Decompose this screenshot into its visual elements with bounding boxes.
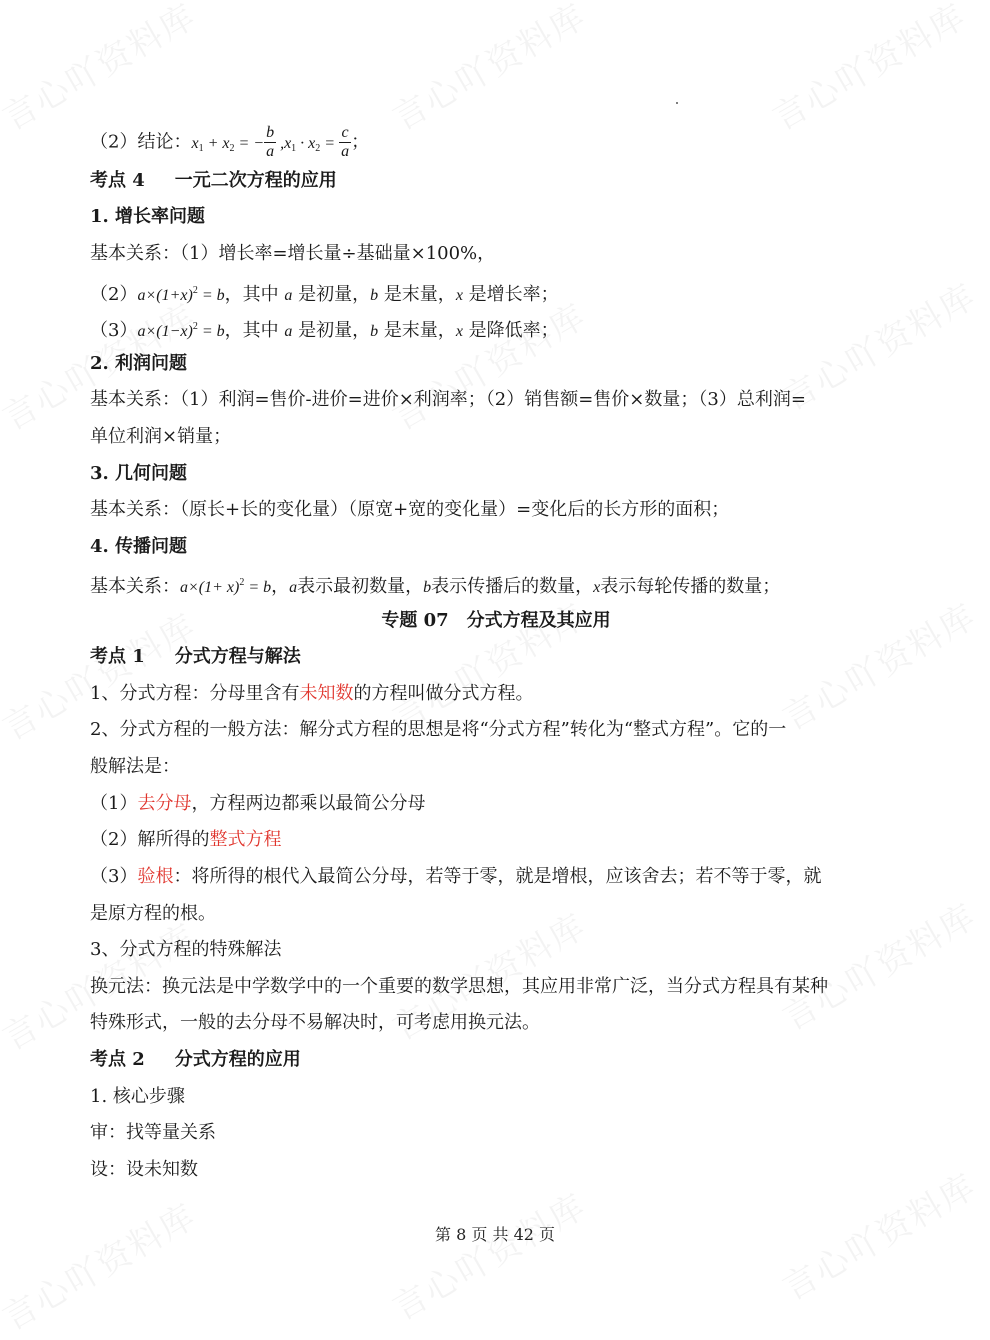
fraction-b-over-a: $\frac{b}{a}$ <box>266 124 275 160</box>
total-pages: 42 <box>513 1225 534 1244</box>
section-heading-kaodian4: 考点 4 一元二次方程的应用 <box>90 170 337 191</box>
page-footer: 第 8 页 共 42 页 <box>434 1225 556 1244</box>
profit-relation-2: 单位利润×销量； <box>90 426 232 447</box>
geometry-relation: 基本关系：（原长+长的变化量）（原宽+宽的变化量）=变化后的长方形的面积； <box>90 499 730 520</box>
substitution-method-2: 特殊形式，一般的去分母不易解决时，可考虑用换元法。 <box>90 1012 540 1033</box>
step-solve-polynomial: （2）解所得的整式方程 <box>90 829 282 850</box>
spread-relation: 基本关系：$a\times(1+ x)^2 = b$，a表示最初数量，b表示传播后的数量，x表示每轮传播的数量； <box>90 576 781 597</box>
watermark <box>382 289 594 439</box>
core-step-set: 设：设未知数 <box>90 1159 198 1180</box>
watermark <box>382 1179 594 1329</box>
decline-formula: $(3)a\times(1-x)^2 = b$，其中 a 是初量，b 是末量，x 是降低率； <box>90 320 559 341</box>
core-step-review: 审：找等量关系 <box>90 1122 216 1143</box>
core-steps-heading: 1. 核心步骤 <box>90 1086 185 1107</box>
growth-formula: $(2)a\times(1+x)^2 = b$，其中 a 是初量，b 是末量，x 是增长率； <box>90 284 559 305</box>
watermark <box>0 1189 204 1339</box>
vieta-conclusion: （2）结论：$x_1 + x_2$ = − $\frac{b}{a}$ $,x_1 \cdot x_2$ = $\frac{c}{a}$ ； <box>90 124 370 160</box>
growth-relation: 基本关系：（1）增长率=增长量÷基础量×100%， <box>90 243 496 264</box>
step-verify-root: （3）验根：将所得的根代入最简公分母，若等于零，就是增根，应该舍去；若不等于零，就 <box>90 866 822 887</box>
section-heading-kaodian1: 考点 1 分式方程与解法 <box>90 646 301 667</box>
section-heading-kaodian2: 考点 2 分式方程的应用 <box>90 1049 301 1070</box>
stray-dot <box>676 102 678 104</box>
subheading-profit: 2. 利润问题 <box>90 353 188 374</box>
fraction-c-over-a: $\frac{c}{a}$ <box>341 124 350 160</box>
step-verify-root-cont: 是原方程的根。 <box>90 903 216 924</box>
watermark <box>772 889 984 1039</box>
watermark <box>762 0 974 140</box>
profit-relation-1: 基本关系：（1）利润=售价-进价=进价×利润率；（2）销售额=售价×数量；（3）总利润= <box>90 389 806 410</box>
fraction-equation-definition: 1、分式方程：分母里含有未知数的方程叫做分式方程。 <box>90 683 534 704</box>
watermark <box>382 0 594 140</box>
substitution-method-1: 换元法：换元法是中学数学中的一个重要的数学思想，其应用非常广泛，当分式方程具有某种 <box>90 976 828 997</box>
watermark <box>0 0 204 140</box>
page-number: 8 <box>456 1225 467 1244</box>
step-remove-denominator: （1）去分母，方程两边都乘以最简公分母 <box>90 793 426 814</box>
subheading-geometry: 3. 几何问题 <box>90 463 188 484</box>
general-method-1: 2、分式方程的一般方法：解分式方程的思想是将“分式方程”转化为“整式方程”。它的一 <box>90 719 787 740</box>
general-method-2: 般解法是： <box>90 756 180 777</box>
special-method-heading: 3、分式方程的特殊解法 <box>90 939 282 960</box>
subheading-spread: 4. 传播问题 <box>90 536 188 557</box>
topic-title: 专题 07 分式方程及其应用 <box>381 610 611 631</box>
subheading-growth: 1. 增长率问题 <box>90 206 206 227</box>
